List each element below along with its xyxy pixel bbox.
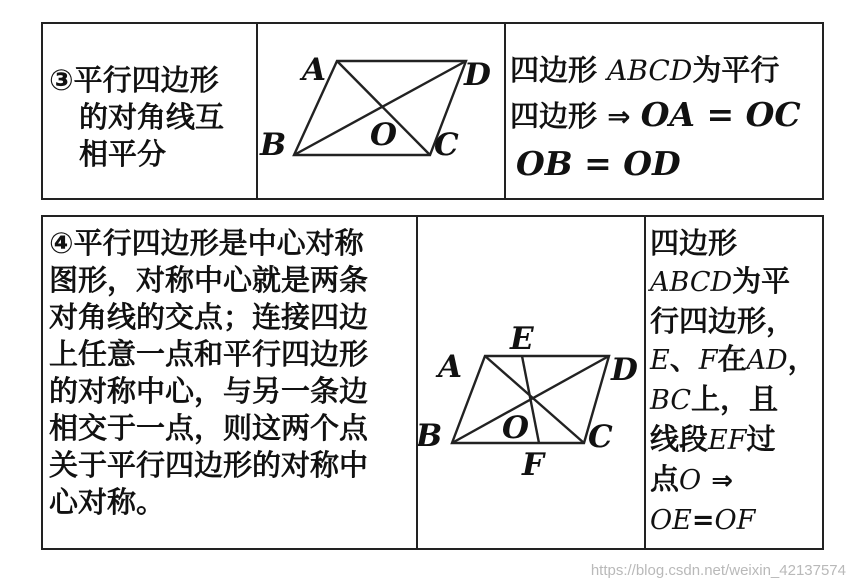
vertex-label-b: B <box>260 127 287 163</box>
word-through: 过 <box>746 422 776 456</box>
point-label-e: E <box>510 321 534 357</box>
theorem-4-line-1: 平行四边形是中心对称 <box>73 226 364 260</box>
theorem-3-line-2: 的对角线互 <box>79 100 225 134</box>
quad-abcd-label: ABCD <box>650 267 733 298</box>
point-f-label: F <box>698 345 718 376</box>
implies-arrow: ⇒ <box>607 100 631 133</box>
equation-ob-od: OB = OD <box>516 144 681 183</box>
theorem-4-line-8: 心对称。 <box>49 485 166 519</box>
side-ad-label: AD <box>746 345 788 376</box>
fullwidth-comma: ， <box>787 342 817 376</box>
vertex-label-d: D <box>611 352 638 388</box>
theorem-3-line-3: 相平分 <box>79 137 167 171</box>
side-bc-label: BC <box>650 385 692 416</box>
conclusion-4-line-3: 行四边形， <box>650 304 796 338</box>
theorem-3-table <box>41 22 824 200</box>
equation-oa-oc: OA = OC <box>640 95 801 134</box>
center-label-o: O <box>370 117 398 153</box>
segment-ef-label: EF <box>708 425 747 456</box>
word-point: 点 <box>650 462 680 496</box>
vertex-label-d: D <box>464 57 491 93</box>
conclusion-4-line-2-suffix: 为平 <box>732 264 791 298</box>
vertex-label-a: A <box>302 52 327 88</box>
vertex-label-a: A <box>438 349 463 385</box>
conclusion-4-line-1: 四边形 <box>650 226 738 260</box>
word-segment: 线段 <box>650 422 709 456</box>
vertex-label-c: C <box>434 127 459 163</box>
theorem-4-line-5: 的对称中心，与另一条边 <box>49 374 369 408</box>
point-e-label: E <box>650 345 670 376</box>
equals-sign: = <box>691 505 715 536</box>
theorem-4-statement <box>49 217 416 548</box>
theorem-4-line-3: 对角线的交点；连接四边 <box>49 300 369 334</box>
table-divider <box>644 217 646 548</box>
theorem-4-conclusion <box>650 217 822 548</box>
watermark-url: https://blog.csdn.net/weixin_42137574 <box>590 562 846 579</box>
theorem-4-figure-cell <box>418 217 644 548</box>
segment-of-label: OF <box>714 505 756 536</box>
theorem-3-conclusion <box>510 24 822 198</box>
circled-number-4: ④ <box>49 226 74 260</box>
conclusion-3-line-2-prefix: 四边形 <box>510 99 608 133</box>
theorem-3-statement <box>49 24 254 198</box>
parallelogram-diagonals-figure <box>258 24 504 198</box>
theorem-4-line-6: 相交于一点，则这两个点 <box>49 411 369 445</box>
theorem-4-table <box>41 215 824 550</box>
point-label-f: F <box>522 447 545 483</box>
vertex-label-b: B <box>418 418 443 454</box>
theorem-3-figure-cell <box>258 24 504 198</box>
parallelogram-symmetry-figure <box>418 217 644 548</box>
segment-oe-label: OE <box>650 505 692 536</box>
implies-arrow: ⇒ <box>711 466 734 496</box>
table-divider <box>504 24 506 198</box>
vertex-label-c: C <box>588 419 613 455</box>
word-on: 在 <box>717 342 747 376</box>
diagonal-ac <box>485 356 584 443</box>
conclusion-3-line-1-prefix: 四边形 <box>510 53 608 87</box>
theorem-3-line-1: 平行四边形 <box>73 63 219 97</box>
quad-abcd-label: ABCD <box>607 54 693 87</box>
point-o-label: O <box>679 465 702 496</box>
theorem-4-line-7: 关于平行四边形的对称中 <box>49 448 369 482</box>
theorem-4-line-4: 上任意一点和平行四边形 <box>49 337 369 371</box>
conclusion-3-line-1-suffix: 为平行 <box>692 53 780 87</box>
circled-number-3: ③ <box>49 63 74 97</box>
center-label-o: O <box>502 410 530 446</box>
enumeration-comma: 、 <box>669 342 699 376</box>
conclusion-4-line-5-suffix: 上，且 <box>691 382 779 416</box>
theorem-4-line-2: 图形，对称中心就是两条 <box>49 263 369 297</box>
